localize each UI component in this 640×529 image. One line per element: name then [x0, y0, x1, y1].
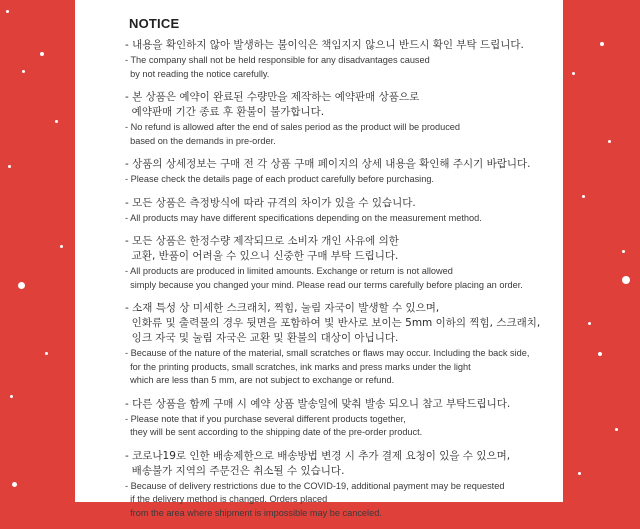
- snow-dot: [18, 282, 25, 289]
- snow-dot: [8, 165, 11, 168]
- snow-dot: [55, 120, 58, 123]
- notice-text-english: - All products are produced in limited amounts. Exchange or return is not allowed simply because you changed your mind. Please read our terms carefully before placing an order.: [125, 266, 523, 290]
- notice-text-korean: - 모든 상품은 측정방식에 따라 규격의 차이가 있을 수 있습니다.: [125, 196, 416, 209]
- notice-text-korean: - 내용을 확인하지 않아 발생하는 불이익은 책임지지 않으니 반드시 확인 부탁 드립니다.: [125, 39, 524, 51]
- notice-item: [125, 449, 561, 521]
- snow-dot: [578, 472, 581, 475]
- notice-text-english: - Please check the details page of each product carefully before purchasing.: [125, 174, 434, 184]
- notice-text-korean: - 다른 상품을 함께 구매 시 예약 상품 발송일에 맞춰 발송 되오니 참고 부탁드립니다.: [125, 397, 511, 410]
- notice-item: [125, 38, 561, 81]
- notice-text-korean: - 상품의 상세정보는 구매 전 각 상품 구매 페이지의 상세 내용을 확인해 주시기 바랍니다.: [125, 158, 531, 170]
- snow-dot: [6, 10, 9, 13]
- notice-text-english: - All products may have different specifications depending on the measurement method.: [125, 212, 482, 223]
- notice-item: [125, 234, 561, 292]
- snow-dot: [598, 352, 602, 356]
- snow-dot: [588, 322, 591, 325]
- notice-panel: [75, 0, 563, 518]
- snow-dot: [572, 72, 575, 75]
- snow-dot: [622, 276, 630, 284]
- snow-dot: [12, 482, 17, 487]
- notice-list: [125, 38, 561, 529]
- notice-item: [125, 301, 561, 388]
- notice-text-korean: - 코로나19로 인한 배송제한으로 배송방법 변경 시 추가 결제 요청이 있을 수 있으며, 배송불가 지역의 주문건은 취소될 수 있습니다.: [125, 449, 511, 477]
- snow-dot: [40, 52, 44, 56]
- notice-item: [125, 90, 561, 148]
- snow-dot: [10, 395, 13, 398]
- notice-text-english: - Please note that if you purchase several different products together, they will be sent according to the shipping date of the pre-order product.: [125, 413, 423, 437]
- snow-dot: [600, 42, 604, 46]
- snow-dot: [22, 70, 25, 73]
- notice-item: [125, 196, 561, 226]
- notice-text-korean: - 소재 특성 상 미세한 스크래치, 찍힘, 눌림 자국이 발생할 수 있으며, 인화류 및 출력물의 경우 뒷면을 포함하여 빛 반사로 보이는 5mm 이하의 찍힘, 스크래치, 잉크 자국 및 눌림 자국은 교환 및 환불의 대상이 아닙니다.: [125, 302, 541, 344]
- snow-dot: [582, 195, 585, 198]
- notice-item: [125, 397, 561, 440]
- notice-text-korean: - 본 상품은 예약이 완료된 수량만을 제작하는 예약판매 상품으로 예약판매 기간 종료 후 환불이 불가합니다.: [125, 91, 420, 118]
- notice-item: [125, 157, 561, 187]
- snow-dot: [615, 428, 618, 431]
- snow-dot: [45, 352, 48, 355]
- notice-text-english: - The company shall not be held responsible for any disadvantages caused by not reading the notice carefully.: [125, 55, 430, 79]
- notice-text-korean: - 모든 상품은 한정수량 제작되므로 소비자 개인 사유에 의한 교환, 반품이 어려울 수 있으니 신중한 구매 부탁 드립니다.: [125, 235, 399, 262]
- snow-dot: [608, 140, 611, 143]
- notice-text-english: - No refund is allowed after the end of sales period as the product will be produced based on the demands in pre-order.: [125, 122, 461, 146]
- notice-text-english: - Because of delivery restrictions due to the COVID-19, additional payment may be requested if the delivery method is changed. Orders placed from the area where shipment is impossible may be canceled.: [125, 480, 505, 518]
- snow-dot: [622, 250, 625, 253]
- notice-title: NOTICE: [129, 16, 180, 31]
- notice-text-english: - Because of the nature of the material, small scratches or flaws may occur. Including the back side, for the printing products, small scratches, ink marks and press marks under the light which are less than 5 mm, are not subject to exchange or refund.: [125, 348, 530, 385]
- snow-dot: [60, 245, 63, 248]
